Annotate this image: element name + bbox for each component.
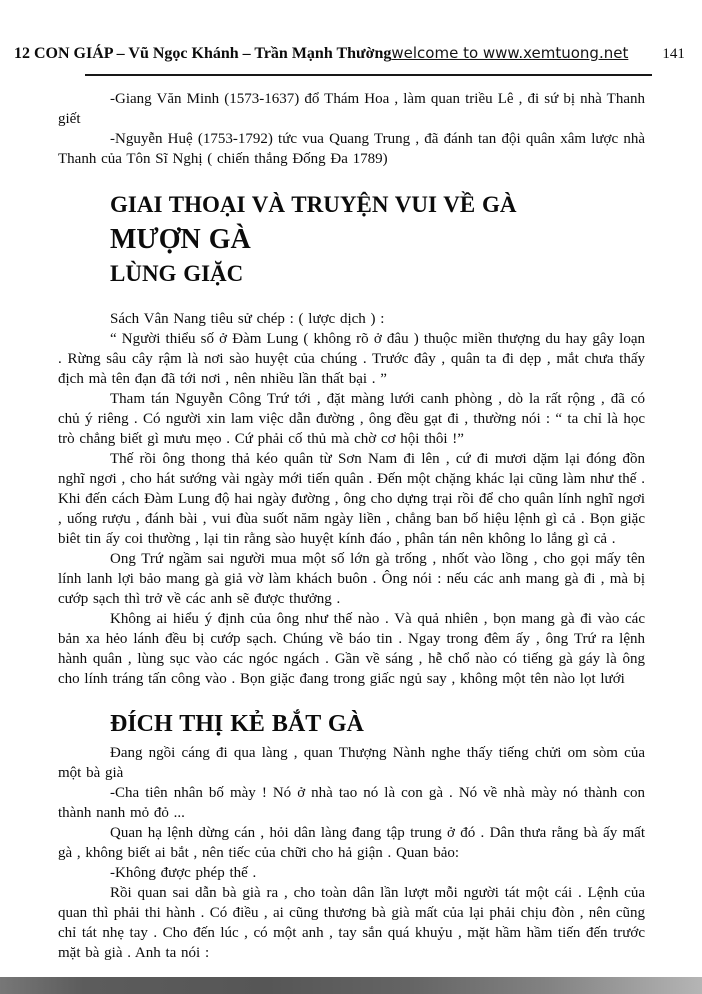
running-header bbox=[0, 0, 702, 63]
paragraph: Sách Vân Nang tiêu sử chép : ( lược dịch ) : bbox=[110, 311, 385, 327]
paragraph: Quan hạ lệnh dừng cán , hỏi dân làng đang tập trung ở đó . Dân thưa rằng bà ấy mất gà , không biết ai bắt , nên tiếc của chữi cho hả giận . Quan bảo: bbox=[58, 825, 645, 861]
story-title-dich-thi-ke-bat-ga: ĐÍCH THỊ KẺ BẮT GÀ bbox=[110, 711, 364, 737]
story-title-muon-ga: MƯỢN GÀ bbox=[110, 224, 251, 255]
paragraph: -Không được phép thế . bbox=[110, 865, 257, 881]
page-number: 141 bbox=[662, 46, 685, 62]
paragraph: Rồi quan sai dẫn bà già ra , cho toàn dân lần lượt mỗi người tát một cái . Lệnh của quan thì phải thi hành . Có điều , ai cũng thương bà già mất của lại phải chịu đòn , nên cũng chỉ tát nhẹ tay . Cho đến lúc , có một anh , tay sắn quá khuỷu , mặt hầm hầm tiến đến trước mặt bà già . Anh ta nói : bbox=[58, 885, 645, 961]
chapter-title-block bbox=[58, 190, 645, 288]
paragraph: Thế rồi ông thong thả kéo quân từ Sơn Nam đi lên , cứ đi mươi dặm lại đóng đồn nghĩ ngơi , cho hát sướng vài ngày mới tiến quân . Đến một chặng khác lại cũng làm như thế . Khi đến cách Đàm Lung độ hai ngày đường , ông cho dựng trại rồi để cho quân lính nghĩ ngơi , uống rượu , đánh bài , vui đùa suốt năm ngày liền , chẳng ban bố hiệu lệnh gì cả . Bọn giặc biêt tin ấy coi thường , lại tin rằng sào huyệt kính đáo , phân tán nên không lo lắng gì cả . bbox=[58, 451, 645, 547]
page-bottom-scan-edge bbox=[0, 977, 702, 994]
story-title-lung-giac: LÙNG GIẶC bbox=[110, 261, 244, 286]
paragraph: -Nguyễn Huệ (1753-1792) tức vua Quang Trung , đã đánh tan đội quân xâm lược nhà Thanh của Tôn Sĩ Nghị ( chiến thắng Đống Đa 1789) bbox=[58, 131, 645, 167]
paragraph: -Giang Văn Minh (1573-1637) đổ Thám Hoa , làm quan triều Lê , đi sứ bị nhà Thanh giết bbox=[58, 91, 645, 127]
paragraph: Đang ngồi cáng đi qua làng , quan Thượng Nành nghe thấy tiếng chửi om sòm của một bà già bbox=[58, 745, 645, 781]
chapter-title: GIAI THOẠI VÀ TRUYỆN VUI VỀ GÀ bbox=[110, 192, 517, 217]
paragraph: Không ai hiểu ý định của ông như thế nào . Và quả nhiên , bọn mang gà đi vào các bản xa hẻo lánh đều bị cướp sạch. Chúng về báo tin . Ngay trong đêm ấy , ông Trứ ra lệnh hành quân , lùng sục vào các ngóc ngách . Gần về sáng , hễ chổ nào có tiếng gà gáy là ông cho lính tráng tấn công vào . Bọn giặc đang trong giấc ngủ say , không một tên nào lọt lưới bbox=[58, 611, 645, 687]
page-content bbox=[0, 76, 702, 963]
paragraph: Ong Trứ ngầm sai người mua một số lớn gà trống , nhốt vào lồng , cho gọi mấy tên lính lanh lợi bảo mang gà giả vờ làm khách buôn . Ông nói : nếu các anh mang gà đi , mà bị cướp sạch thì trở về các anh sẽ được thưởng . bbox=[58, 551, 645, 607]
paragraph: -Cha tiên nhân bố mày ! Nó ở nhà tao nó là con gà . Nó về nhà mày nó thành con thành nanh mỏ đỏ ... bbox=[58, 785, 645, 821]
paragraph: Tham tán Nguyễn Công Trứ tới , đặt màng lưới canh phòng , dò la rất rộng , đã có chủ ý riêng . Có người xin lam việc dẫn đường , ông đều gạt đi , thường nói : “ ta chỉ là học trò chẳng biết gì mưu mẹo . Cứ phải cố thủ mà chờ cơ hội thôi !” bbox=[58, 391, 645, 447]
paragraph: “ Người thiểu số ở Đàm Lung ( không rõ ở đâu ) thuộc miền thượng du hay gây loạn . Rừng sâu cây rậm là nơi sào huyệt của chúng . Trước đây , quân ta đi dẹp , mắt chưa thấy địch mà tên đạn đã tới nơi , nên nhiều lần thất bại . ” bbox=[58, 331, 645, 387]
site-link[interactable]: welcome to www.xemtuong.net bbox=[391, 44, 629, 62]
book-title: 12 CON GIÁP – Vũ Ngọc Khánh – Trần Mạnh Thường bbox=[14, 45, 392, 62]
